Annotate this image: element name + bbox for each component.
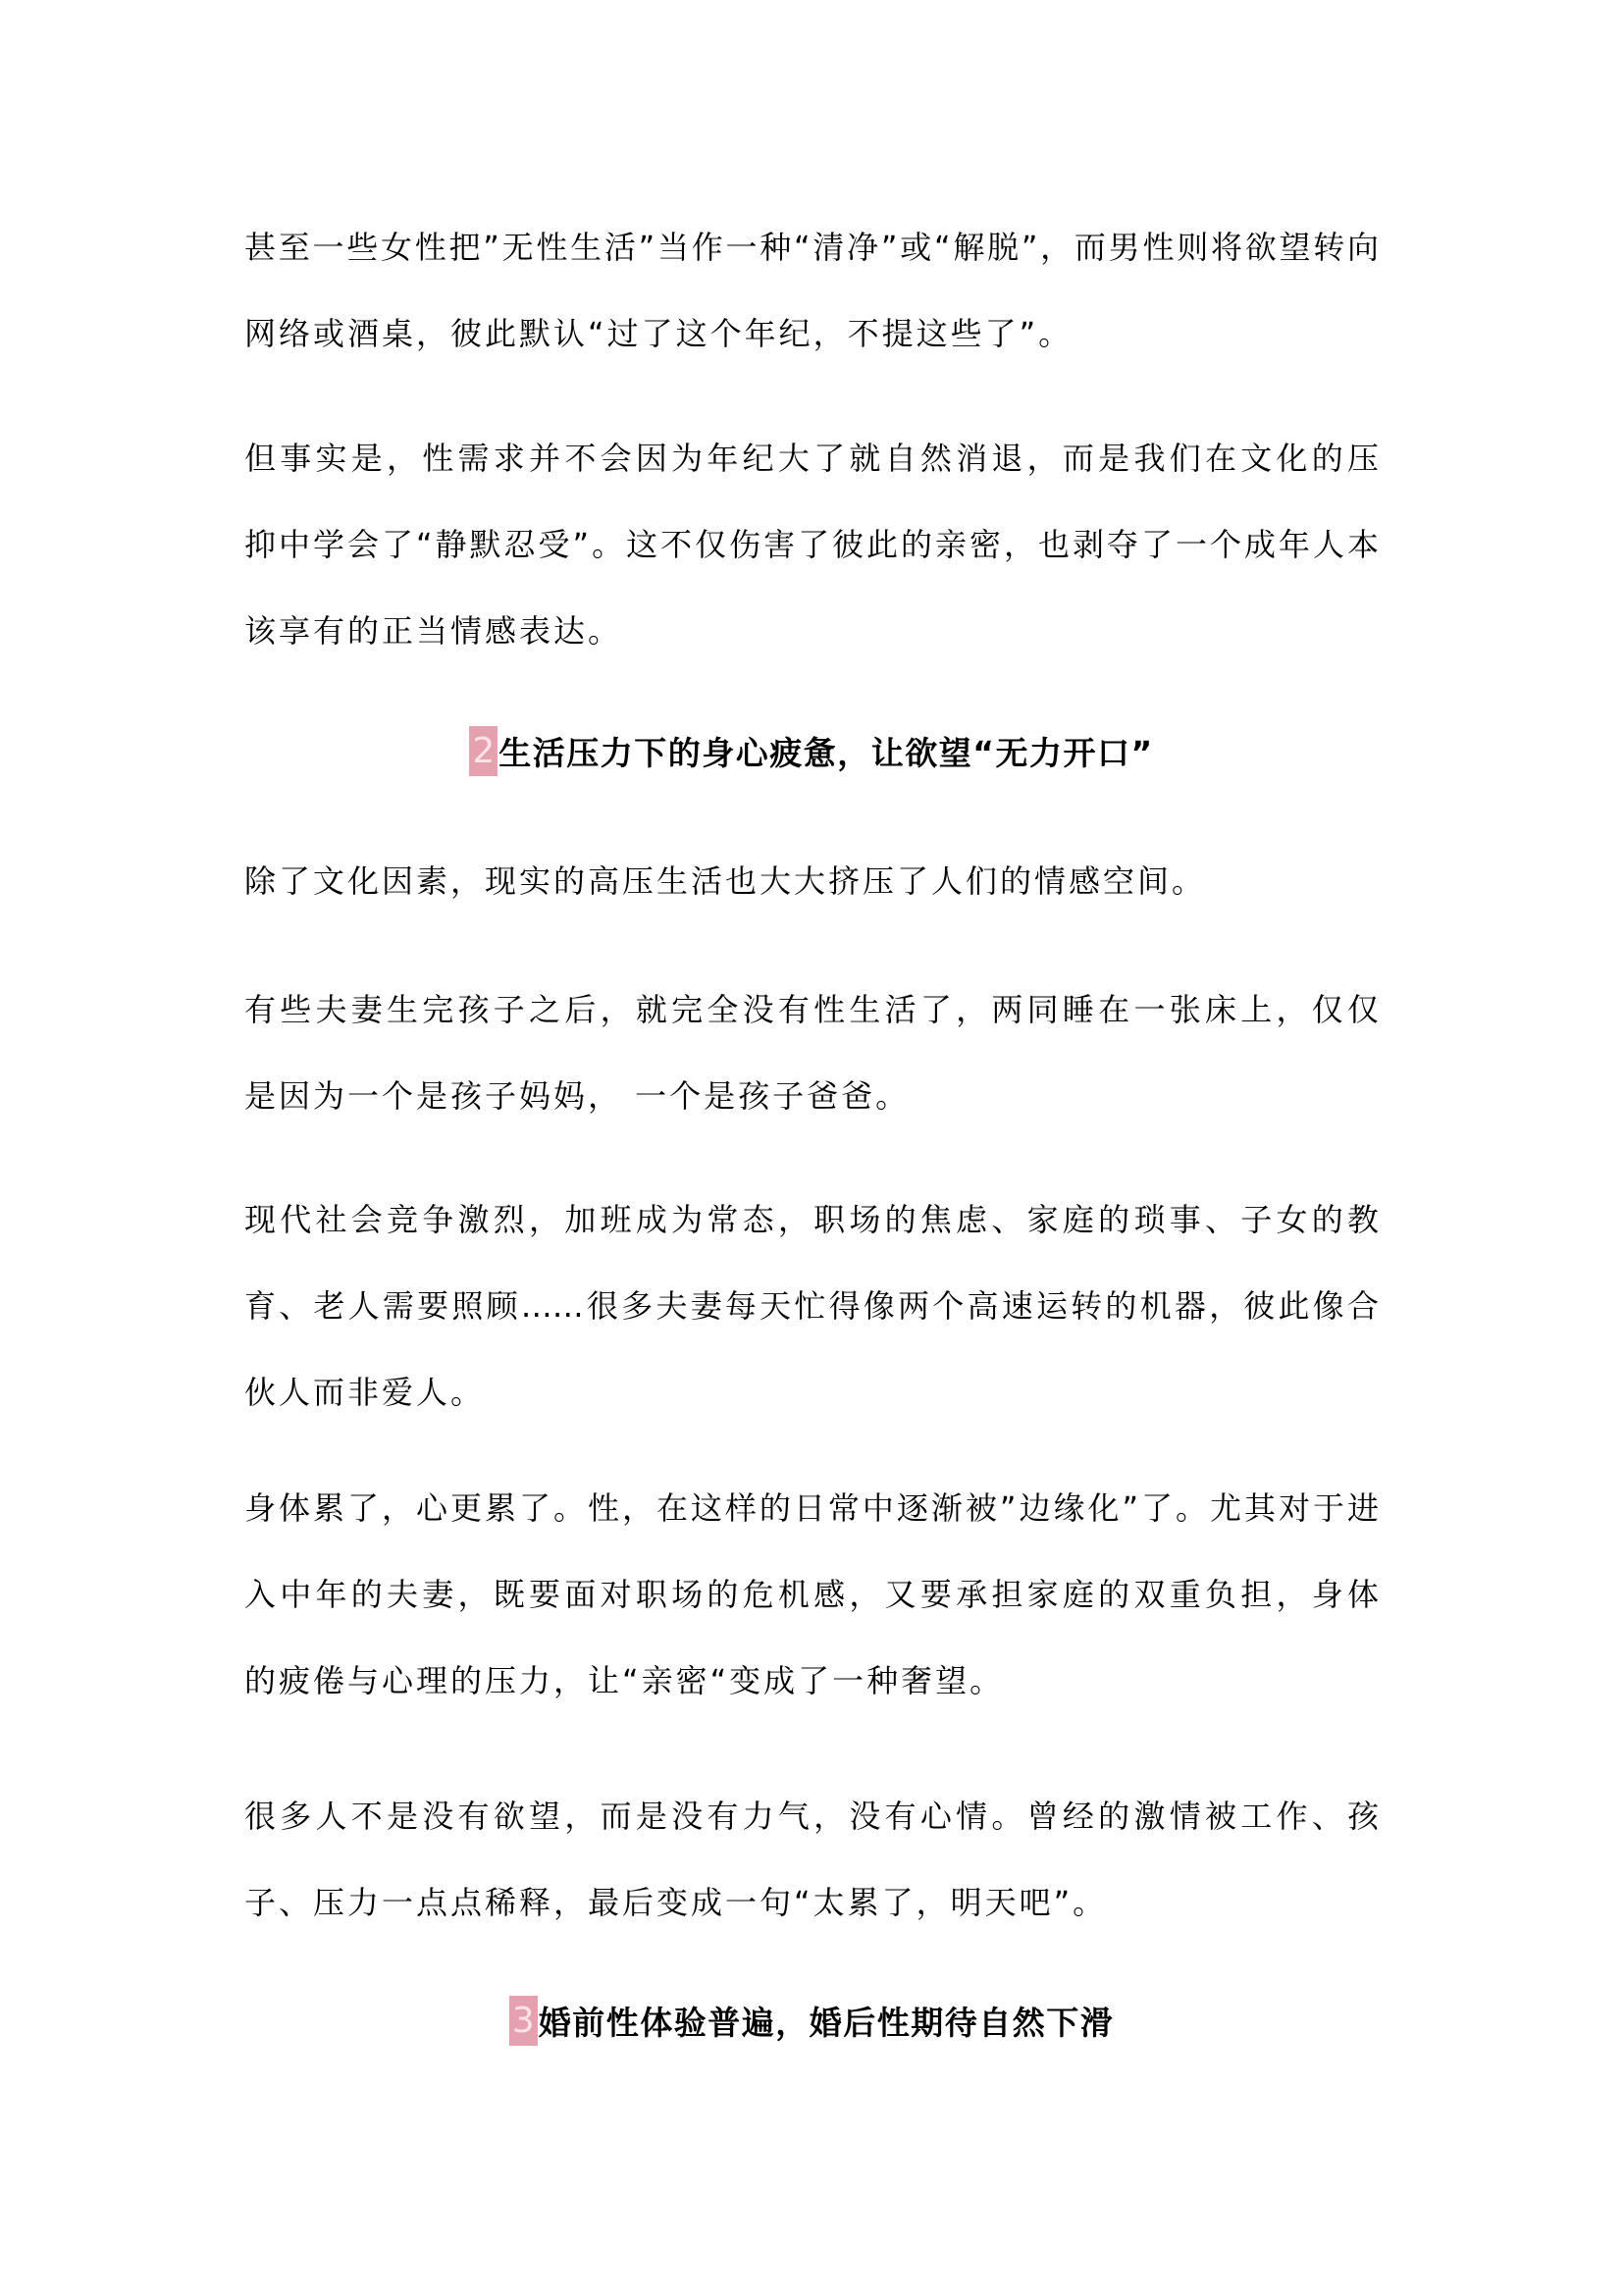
paragraph — [244, 966, 1379, 1139]
paragraph — [244, 838, 1379, 924]
section-heading-text: 婚前性体验普遍，婚后性期待自然下滑 — [538, 2003, 1115, 2042]
text-line: 现代社会竞争激烈，加班成为常态，职场的焦虑、家庭的琐事、子女的教 — [244, 1201, 1379, 1238]
section-heading — [244, 707, 1379, 794]
section-heading-text: 生活压力下的身心疲惫，让欲望“无力开口” — [498, 733, 1154, 772]
text-line: 网络或酒桌，彼此默认“过了这个年纪，不提这些了”。 — [244, 315, 1074, 352]
paragraph — [244, 204, 1379, 377]
section-number-badge: 3 — [509, 1996, 538, 2046]
text-line: 抑中学会了“静默忍受”。这不仅伤害了彼此的亲密，也剥夺了一个成年人本 — [244, 526, 1379, 563]
text-line: 很多人不是没有欲望，而是没有力气，没有心情。曾经的激情被工作、孩 — [244, 1798, 1379, 1835]
paragraph — [244, 415, 1379, 674]
paragraph — [244, 1773, 1379, 1946]
text-line: 身体累了，心更累了。性，在这样的日常中逐渐被”边缘化”了。尤其对于进 — [244, 1489, 1379, 1527]
text-line: 是因为一个是孩子妈妈， 一个是孩子爸爸。 — [244, 1077, 911, 1115]
section-heading — [244, 1977, 1379, 2063]
text-line: 育、老人需要照顾……很多夫妻每天忙得像两个高速运转的机器，彼此像合 — [244, 1287, 1379, 1325]
section-number-badge: 2 — [469, 726, 498, 776]
text-line: 有些夫妻生完孩子之后，就完全没有性生活了，两同睡在一张床上，仅仅 — [244, 991, 1379, 1028]
text-line: 子、压力一点点稀释，最后变成一句“太累了，明天吧”。 — [244, 1884, 1108, 1921]
document-body — [244, 204, 1379, 2063]
text-line: 但事实是，性需求并不会因为年纪大了就自然消退，而是我们在文化的压 — [244, 440, 1379, 477]
text-line: 除了文化因素，现实的高压生活也大大挤压了人们的情感空间。 — [244, 862, 1207, 900]
text-line: 甚至一些女性把”无性生活”当作一种“清净”或“解脱”，而男性则将欲望转向 — [244, 229, 1379, 266]
text-line: 伙人而非爱人。 — [244, 1374, 486, 1411]
text-line: 的疲倦与心理的压力，让“亲密“变成了一种奢望。 — [244, 1662, 1005, 1699]
paragraph — [244, 1176, 1379, 1435]
text-line: 该享有的正当情感表达。 — [244, 612, 623, 650]
text-line: 入中年的夫妻，既要面对职场的危机感，又要承担家庭的双重负担，身体 — [244, 1576, 1379, 1613]
paragraph — [244, 1465, 1379, 1724]
